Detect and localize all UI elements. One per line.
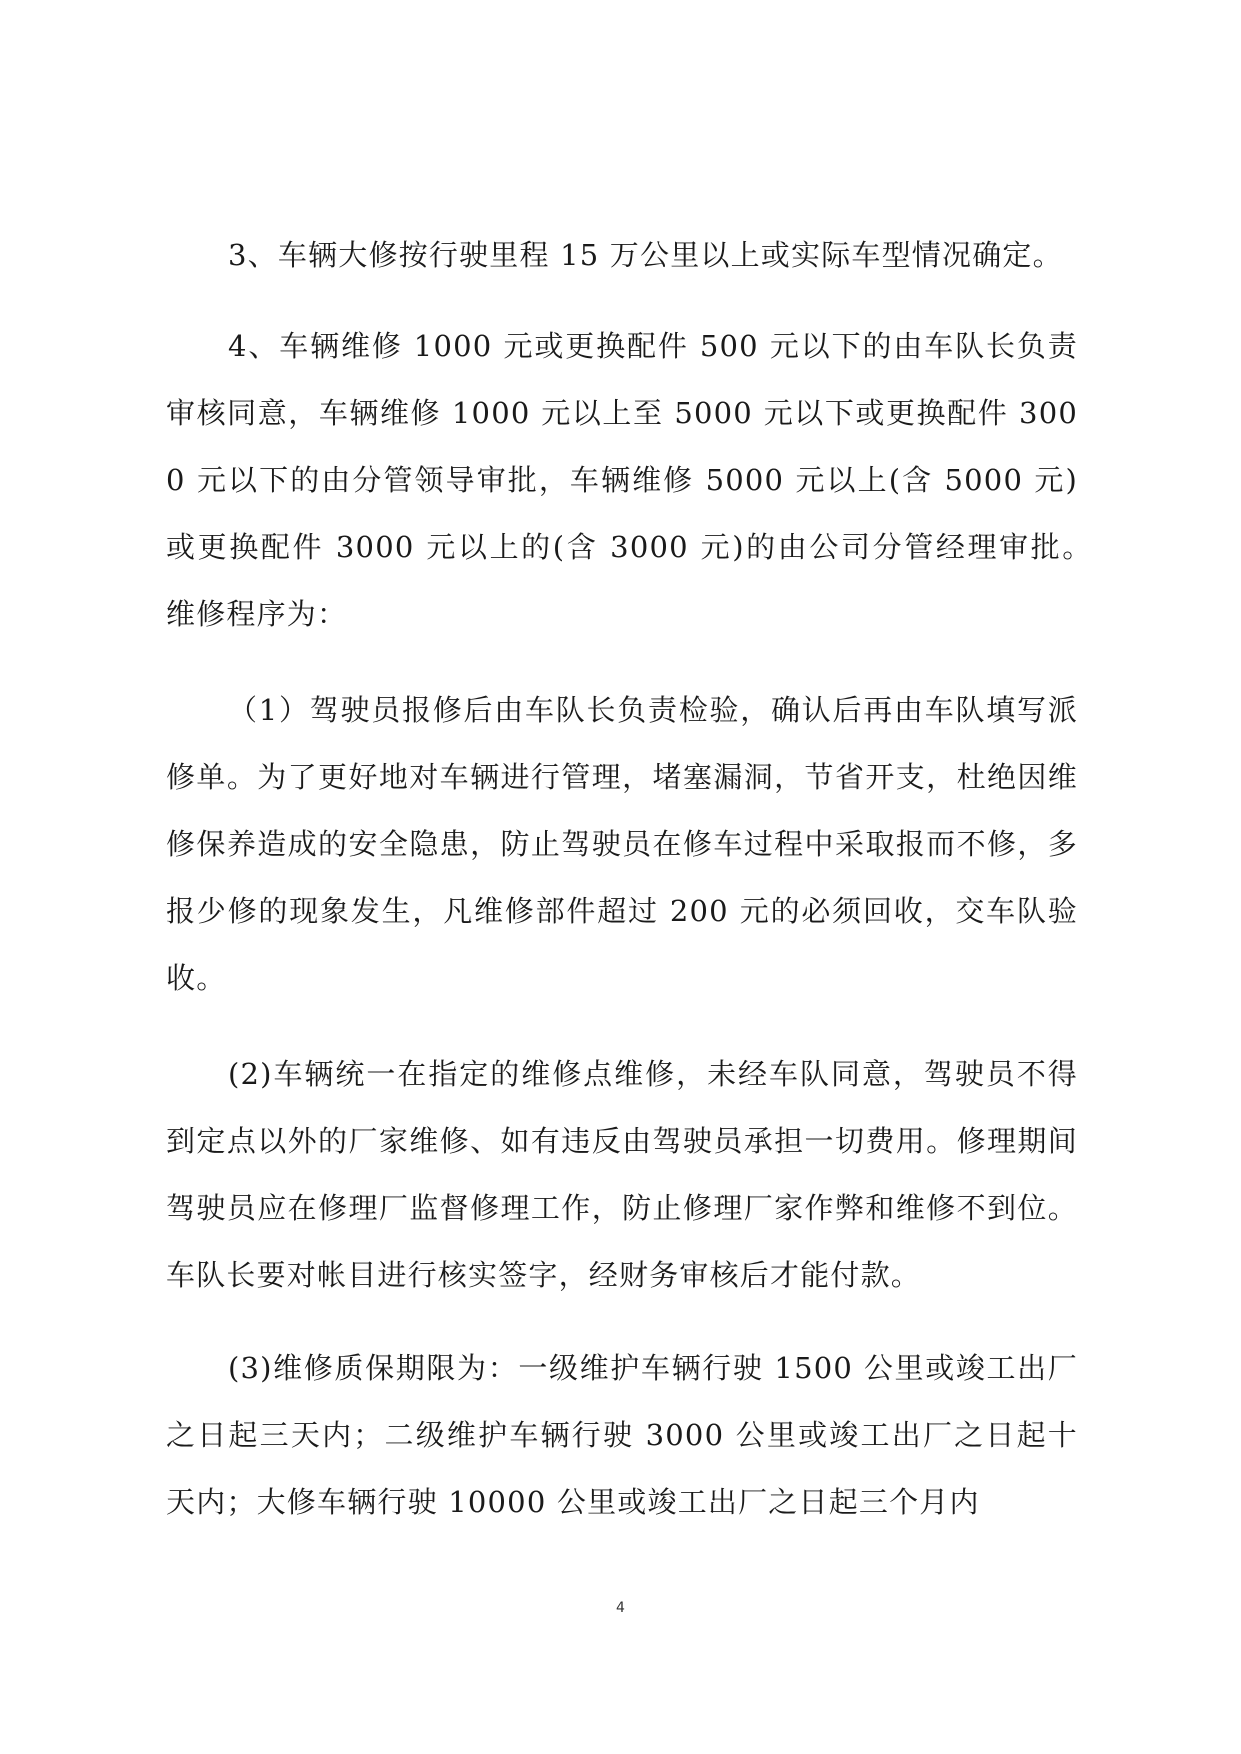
paragraph-approval-limits: 4、车辆维修 1000 元或更换配件 500 元以下的由车队长负责审核同意，车辆维修 1000 元以上至 5000 元以下或更换配件 3000 元以下的由分管领导审批，车辆维修 5000 元以上(含 5000 元)或更换配件 3000 元以上的(含 3000 元)的由公司分管经理审批。 维修程序为： xyxy=(166,329,1169,631)
document-body xyxy=(166,222,1169,1536)
paragraph-overhaul-criteria: 3、车辆大修按行驶里程 15 万公里以上或实际车型情况确定。 xyxy=(228,238,1063,272)
paragraph-repair-procedure-2: (2)车辆统一在指定的维修点维修，未经车队同意，驾驶员不得到定点以外的厂家维修、如有违反由驾驶员承担一切费用。修理期间驾驶员应在修理厂监督修理工作，防止修理厂家作弊和维修不到位。车队长要对帐目进行核实签字，经财务审核后才能付款。 xyxy=(166,1057,1078,1292)
page-number: 4 xyxy=(616,1600,625,1616)
paragraph-repair-procedure-1: （1）驾驶员报修后由车队长负责检验，确认后再由车队填写派修单。为了更好地对车辆进行管理，堵塞漏洞，节省开支，杜绝因维修保养造成的安全隐患，防止驾驶员在修车过程中采取报而不修，多报少修的现象发生，凡维修部件超过 200 元的必须回收，交车队验收。 xyxy=(166,693,1078,995)
paragraph-warranty-period: (3)维修质保期限为：一级维护车辆行驶 1500 公里或竣工出厂之日起三天内；二级维护车辆行驶 3000 公里或竣工出厂之日起十天内；大修车辆行驶 10000 公里或竣工出厂之日起三个月内 xyxy=(166,1351,1079,1519)
